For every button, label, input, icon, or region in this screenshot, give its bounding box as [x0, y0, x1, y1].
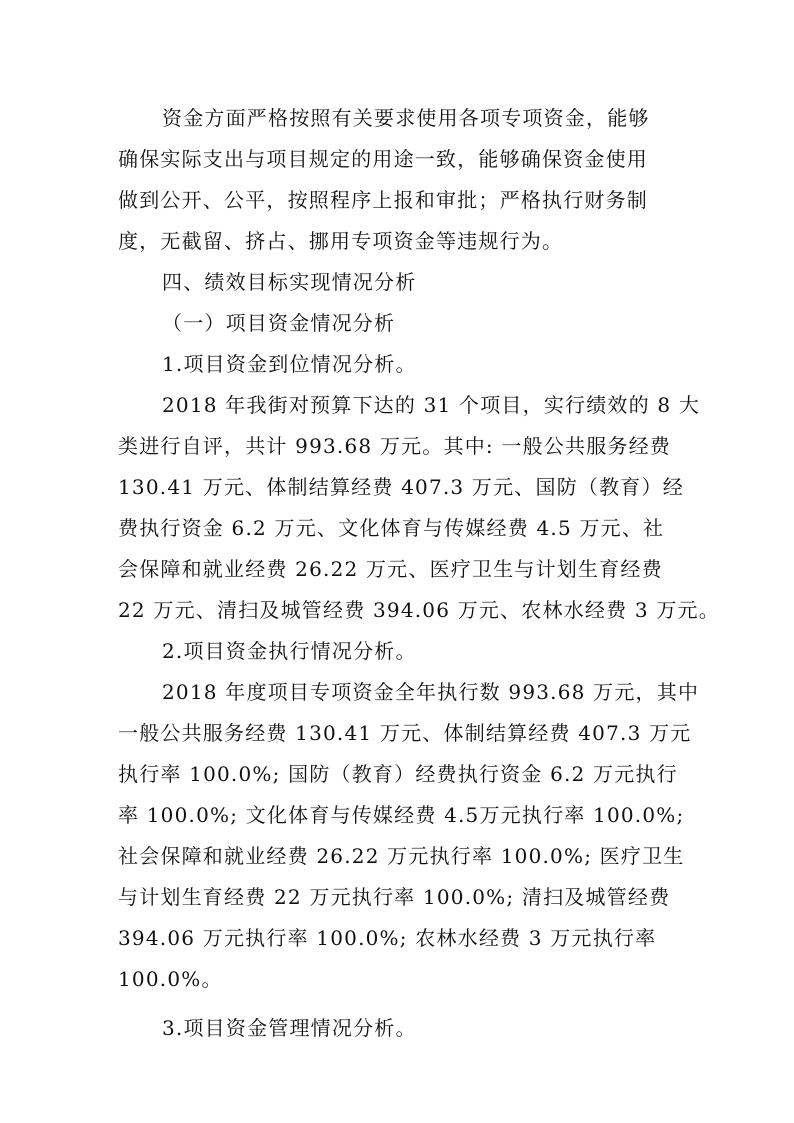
paragraph-line: 100.0%。	[118, 967, 223, 991]
paragraph-line: 2018 年度项目专项资金全年执行数 993.68 万元，其中	[162, 680, 700, 704]
paragraph-line: 率 100.0%; 文化体育与传媒经费 4.5万元执行率 100.0%;	[118, 803, 685, 827]
paragraph-line: 130.41 万元、体制结算经费 407.3 万元、国防（教育）经	[118, 475, 684, 499]
paragraph-line: 2018 年我街对预算下达的 31 个项目，实行绩效的 8 大	[162, 393, 701, 417]
document-page	[118, 98, 720, 1049]
paragraph-line: 费执行资金 6.2 万元、文化体育与传媒经费 4.5 万元、社	[118, 516, 665, 540]
spacer	[118, 1000, 678, 1008]
paragraph-line: 类进行自评，共计 993.68 万元。其中: 一般公共服务经费	[118, 434, 671, 458]
item-heading: 1.项目资金到位情况分析。	[162, 352, 417, 376]
paragraph-line: 会保障和就业经费 26.22 万元、医疗卫生与计划生育经费	[118, 557, 663, 581]
paragraph-line: 一般公共服务经费 130.41 万元、体制结算经费 407.3 万元	[118, 721, 692, 745]
item-heading: 3.项目资金管理情况分析。	[162, 1016, 417, 1040]
section-heading: 四、绩效目标实现情况分析	[162, 270, 417, 294]
paragraph-line: 与计划生育经费 22 万元执行率 100.0%; 清扫及城管经费	[118, 885, 671, 909]
paragraph-line: 度，无截留、挤占、挪用专项资金等违规行为。	[118, 229, 564, 253]
item-heading: 2.项目资金执行情况分析。	[162, 639, 417, 663]
paragraph-line: 执行率 100.0%; 国防（教育）经费执行资金 6.2 万元执行	[118, 762, 678, 786]
paragraph-line: 394.06 万元执行率 100.0%; 农林水经费 3 万元执行率	[118, 926, 657, 950]
paragraph-line: 社会保障和就业经费 26.22 万元执行率 100.0%; 医疗卫生	[118, 844, 685, 868]
subsection-heading: （一）项目资金情况分析	[162, 311, 396, 335]
paragraph-line: 22 万元、清扫及城管经费 394.06 万元、农林水经费 3 万元。	[118, 598, 720, 622]
paragraph-line: 确保实际支出与项目规定的用途一致，能够确保资金使用	[118, 147, 648, 171]
paragraph-line: 资金方面严格按照有关要求使用各项专项资金，能够	[162, 106, 650, 130]
paragraph-line: 做到公开、公平，按照程序上报和审批；严格执行财务制	[118, 188, 648, 212]
